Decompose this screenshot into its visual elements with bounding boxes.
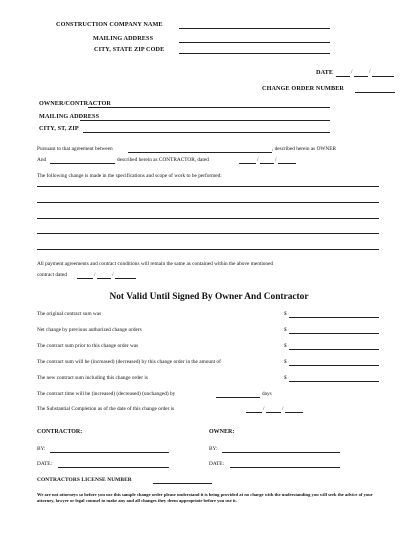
original-sum-field[interactable] bbox=[289, 317, 379, 318]
change-order-number-field[interactable] bbox=[355, 92, 395, 93]
agreement-date-month-field[interactable] bbox=[239, 163, 256, 164]
sum-row-label: Net change by previous authorized change orders bbox=[37, 327, 142, 333]
company-name-label: CONSTRUCTION COMPANY NAME bbox=[56, 21, 163, 28]
contractor-signature-heading: CONTRACTOR: bbox=[37, 429, 83, 435]
payment-conditions-text: All payment agreements and contract conditions will remain the same as contained within the above mentioned bbox=[37, 261, 274, 267]
sum-row-label: The original contract sum was bbox=[37, 311, 102, 317]
prior-sum-field[interactable] bbox=[289, 349, 379, 350]
date-separator: / bbox=[94, 272, 96, 278]
owner-by-label: BY: bbox=[209, 446, 218, 452]
contract-date-month-field[interactable] bbox=[77, 278, 93, 279]
date-separator: / bbox=[351, 69, 353, 75]
currency-symbol: $ bbox=[284, 327, 287, 333]
license-number-field[interactable] bbox=[153, 483, 212, 484]
date-day-field[interactable] bbox=[354, 76, 368, 77]
agreement-date-day-field[interactable] bbox=[260, 163, 274, 164]
agreement-owner-text: , described herein as OWNER bbox=[272, 146, 336, 152]
change-amount-field[interactable] bbox=[289, 365, 379, 366]
date-separator: / bbox=[257, 157, 259, 163]
change-description-line[interactable] bbox=[37, 202, 379, 203]
sum-row-label: The contract sum prior to this change order was bbox=[37, 343, 139, 349]
agreement-party-field[interactable] bbox=[128, 152, 272, 153]
contract-date-day-field[interactable] bbox=[97, 278, 111, 279]
date-separator: / bbox=[275, 157, 277, 163]
completion-month-field[interactable] bbox=[246, 412, 262, 413]
sum-row-label: The new contract sum including this change order is bbox=[37, 375, 148, 381]
contractor-name-field[interactable] bbox=[50, 163, 115, 164]
contract-time-days-field[interactable] bbox=[216, 397, 260, 398]
owner-date-label: DATE: bbox=[209, 461, 225, 467]
substantial-completion-label: The Substantial Completion as of the date of this change order is bbox=[37, 406, 175, 412]
date-separator: / bbox=[112, 272, 114, 278]
contractor-date-field[interactable] bbox=[58, 467, 169, 468]
change-order-number-label: CHANGE ORDER NUMBER bbox=[262, 85, 344, 92]
currency-symbol: $ bbox=[284, 375, 287, 381]
completion-day-field[interactable] bbox=[266, 412, 281, 413]
net-change-field[interactable] bbox=[289, 333, 379, 334]
contract-time-label: The contract time will be (increased) (decreased) (unchanged) by bbox=[37, 391, 176, 397]
date-label: DATE bbox=[316, 69, 334, 76]
new-sum-field[interactable] bbox=[289, 381, 379, 382]
days-label: days bbox=[262, 391, 272, 397]
owner-mailing-field[interactable] bbox=[80, 120, 330, 121]
sum-row-label: The contract sum will be (increased) (decreased) by this change order in the amount of bbox=[37, 359, 221, 365]
owner-contractor-field[interactable] bbox=[88, 107, 330, 108]
date-separator: / bbox=[282, 406, 284, 412]
mailing-address-label: MAILING ADDRESS bbox=[93, 35, 154, 42]
contractor-by-label: BY: bbox=[37, 446, 46, 452]
owner-signature-field[interactable] bbox=[222, 452, 340, 453]
date-separator: / bbox=[263, 406, 265, 412]
owner-date-field[interactable] bbox=[230, 467, 340, 468]
change-description-intro: The following change is made in the specifications and scope of work to be performed: bbox=[37, 173, 222, 179]
agreement-and-text: And bbox=[37, 157, 47, 163]
agreement-contractor-text: described herein as CONTRACTOR, dated bbox=[117, 157, 209, 163]
owner-signature-heading: OWNER: bbox=[209, 429, 235, 435]
currency-symbol: $ bbox=[284, 343, 287, 349]
agreement-date-year-field[interactable] bbox=[278, 163, 296, 164]
contract-date-year-field[interactable] bbox=[115, 278, 136, 279]
date-separator: / bbox=[369, 69, 371, 75]
license-number-label: CONTRACTORS LICENSE NUMBER bbox=[37, 477, 132, 483]
city-state-zip-label: CITY, STATE ZIP CODE bbox=[94, 46, 165, 53]
change-description-line[interactable] bbox=[37, 218, 379, 219]
change-description-line[interactable] bbox=[37, 249, 379, 250]
attorney-disclaimer: We are not attorneys so before you use this sample change order please understand it is being provided at no charge with the understanding you will seek the advice of your attorney, lawyer or legal counsel to make any and all changes they deem appropriate before you use it. bbox=[37, 492, 373, 503]
city-state-zip-field[interactable] bbox=[179, 53, 330, 54]
contractor-signature-field[interactable] bbox=[50, 452, 169, 453]
owner-contractor-label: OWNER/CONTRACTOR bbox=[39, 100, 111, 107]
agreement-between-text: Pursuant to that agreement between bbox=[37, 146, 113, 152]
mailing-address-field[interactable] bbox=[179, 42, 330, 43]
contract-dated-text: contract dated bbox=[37, 272, 67, 278]
owner-city-label: CITY, ST, ZIP bbox=[39, 125, 79, 132]
date-month-field[interactable] bbox=[336, 76, 350, 77]
contractor-date-label: DATE: bbox=[37, 461, 53, 467]
company-name-field[interactable] bbox=[179, 28, 330, 29]
owner-mailing-label: MAILING ADDRESS bbox=[39, 113, 100, 120]
date-year-field[interactable] bbox=[372, 76, 394, 77]
currency-symbol: $ bbox=[284, 359, 287, 365]
change-description-line[interactable] bbox=[37, 186, 379, 187]
not-valid-notice: Not Valid Until Signed By Owner And Contractor bbox=[109, 292, 309, 302]
change-description-line[interactable] bbox=[37, 233, 379, 234]
owner-city-field[interactable] bbox=[83, 132, 330, 133]
currency-symbol: $ bbox=[284, 311, 287, 317]
completion-year-field[interactable] bbox=[285, 412, 303, 413]
